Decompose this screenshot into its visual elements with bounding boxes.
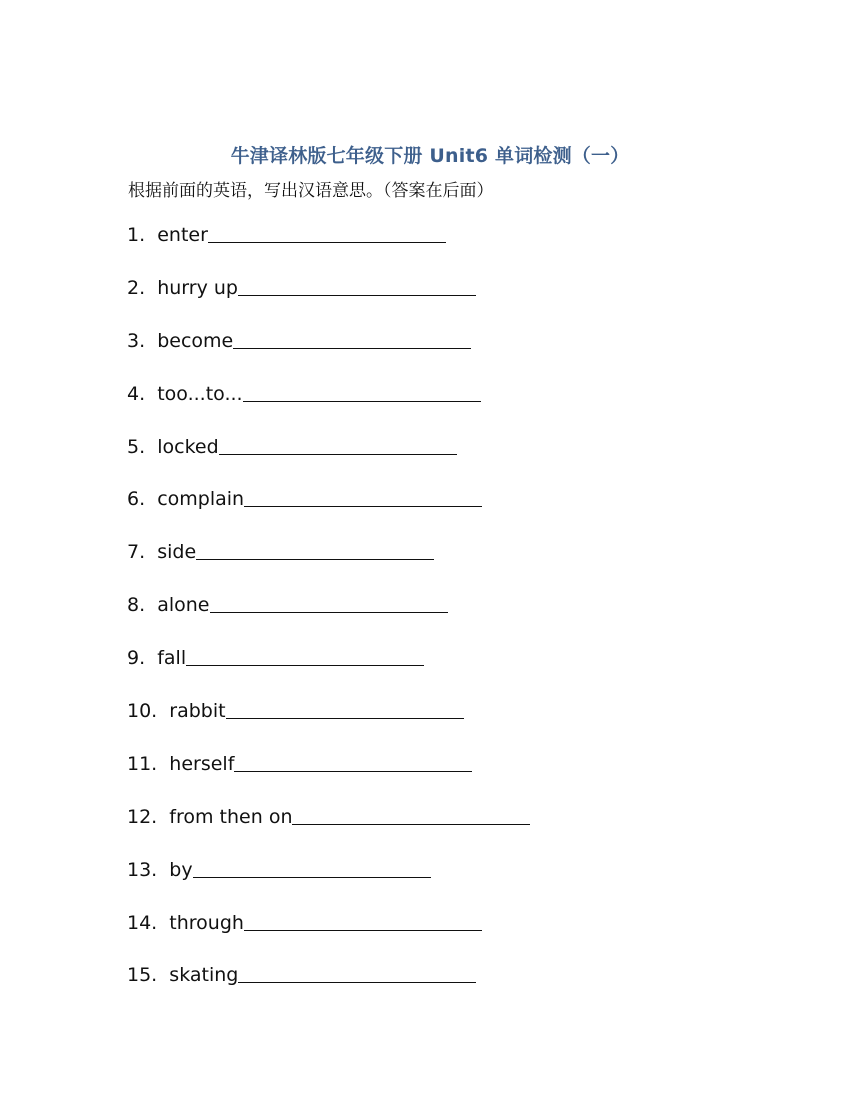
vocabulary-item — [127, 539, 530, 592]
answer-blank — [193, 857, 431, 878]
item-word: through — [169, 911, 244, 934]
item-word: by — [169, 858, 193, 881]
vocabulary-item — [127, 486, 530, 539]
answer-blank — [196, 539, 434, 560]
item-number: 14. — [127, 911, 170, 934]
item-number: 13. — [127, 858, 170, 881]
item-word: alone — [157, 594, 210, 617]
item-number: 15. — [127, 964, 170, 987]
vocabulary-item — [127, 698, 530, 751]
answer-blank — [238, 962, 476, 983]
worksheet-title: 牛津译林版七年级下册 Unit6 单词检测（一） — [230, 145, 630, 167]
answer-blank — [234, 751, 472, 772]
vocabulary-item — [127, 434, 530, 487]
answer-blank — [244, 486, 482, 507]
item-word: become — [157, 329, 234, 352]
item-word: complain — [157, 488, 245, 511]
vocabulary-item — [127, 381, 530, 434]
item-number: 2. — [127, 276, 158, 299]
item-word: side — [157, 541, 197, 564]
item-number: 11. — [127, 752, 170, 775]
item-number: 8. — [127, 594, 158, 617]
item-word: herself — [169, 752, 235, 775]
item-word: skating — [169, 964, 239, 987]
item-number: 7. — [127, 541, 158, 564]
vocabulary-item — [127, 751, 530, 804]
item-word: hurry up — [157, 276, 238, 299]
vocabulary-item — [127, 857, 530, 910]
vocabulary-item — [127, 592, 530, 645]
item-number: 10. — [127, 700, 170, 723]
answer-blank — [186, 645, 424, 666]
answer-blank — [208, 222, 446, 243]
vocabulary-item — [127, 804, 530, 857]
item-number: 3. — [127, 329, 158, 352]
item-number: 1. — [127, 224, 158, 246]
instruction-text: 根据前面的英语，写出汉语意思。（答案在后面） — [128, 181, 494, 201]
item-word: fall — [157, 647, 187, 670]
answer-blank — [233, 328, 471, 349]
item-number: 4. — [127, 382, 158, 405]
vocabulary-item — [127, 222, 530, 275]
answer-blank — [292, 804, 530, 825]
vocabulary-item — [127, 645, 530, 698]
item-word: from then on — [169, 805, 293, 828]
answer-blank — [226, 698, 464, 719]
item-number: 5. — [127, 435, 158, 458]
vocabulary-item — [127, 910, 530, 963]
answer-blank — [244, 910, 482, 931]
item-word: rabbit — [169, 700, 226, 723]
item-word: too...to... — [157, 382, 243, 405]
item-number: 12. — [127, 805, 170, 828]
vocabulary-item — [127, 328, 530, 381]
answer-blank — [243, 381, 481, 402]
vocabulary-list — [127, 222, 530, 1015]
item-number: 6. — [127, 488, 158, 511]
vocabulary-item — [127, 962, 530, 1015]
vocabulary-item — [127, 275, 530, 328]
answer-blank — [219, 434, 457, 455]
answer-blank — [210, 592, 448, 613]
item-word: locked — [157, 435, 219, 458]
item-word: enter — [157, 224, 208, 246]
answer-blank — [238, 275, 476, 296]
item-number: 9. — [127, 647, 158, 670]
